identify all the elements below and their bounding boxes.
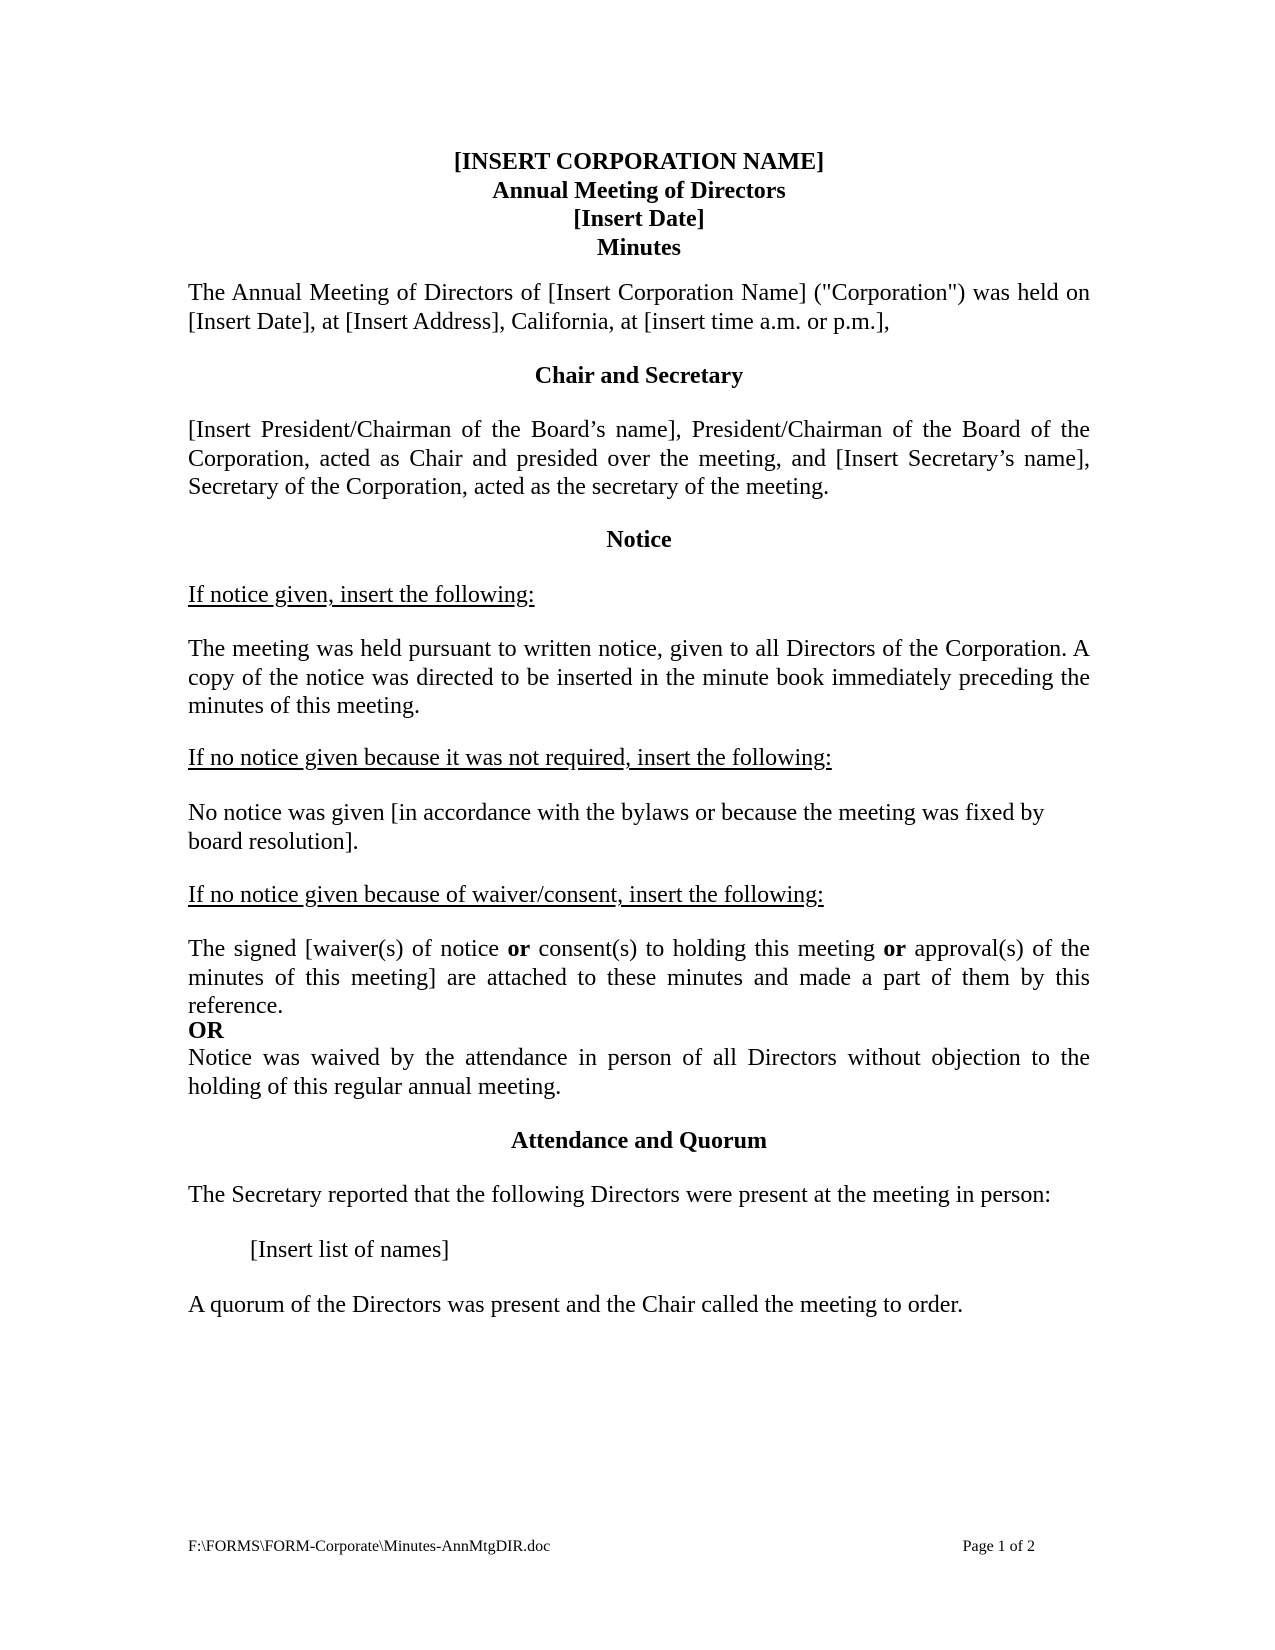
waiver-text-part2: consent(s) to holding this meeting <box>530 936 884 962</box>
footer-page-number: Page 1 of 2 <box>962 1538 1035 1555</box>
quorum-paragraph: A quorum of the Directors was present and the Chair called the meeting to order. <box>188 1292 964 1318</box>
meeting-date: [Insert Date] <box>573 206 705 232</box>
or-emphasis-2: or <box>883 936 907 962</box>
notice-option1-paragraph: The meeting was held pursuant to written notice, given to all Directors of the Corporation. A copy of the notice was directed to be inserted in the minute book immediately preceding the minutes of this meeting. <box>188 636 1090 719</box>
footer-file-path: F:\FORMS\FORM-Corporate\Minutes-AnnMtgDIR.doc <box>188 1538 551 1555</box>
notice-option2-label <box>188 744 1090 773</box>
notice-option1-label-text: If notice given, insert the following: <box>188 582 535 608</box>
corporation-name: [INSERT CORPORATION NAME] <box>453 149 825 175</box>
document-header <box>188 148 1090 262</box>
waiver-text-part1: The signed [waiver(s) of notice <box>188 936 508 962</box>
notice-option3-paragraph <box>188 935 1090 1021</box>
attendance-quorum-heading: Attendance and Quorum <box>510 1128 768 1154</box>
notice-heading: Notice <box>606 527 672 553</box>
names-list-placeholder: [Insert list of names] <box>250 1237 450 1263</box>
chair-secretary-paragraph: [Insert President/Chairman of the Board’s name], President/Chairman of the Board of the Corporation, acted as Chair and presided over the meeting, and [Insert Secretary’s name], Secretary of the Corporation, acted as the secretary of the meeting. <box>188 417 1090 500</box>
waiver-text-part3: approval(s) of the minutes of this meeting] are attached to these minutes and made a part of them by this reference. <box>188 936 1090 1019</box>
notice-option2-paragraph: No notice was given [in accordance with the bylaws or because the meeting was fixed by board resolution]. <box>188 800 1045 855</box>
document-type: Minutes <box>597 234 681 261</box>
meeting-title: Annual Meeting of Directors <box>492 177 786 204</box>
attendance-reported-paragraph: The Secretary reported that the following Directors were present at the meeting in person: <box>188 1182 1052 1208</box>
notice-option2-label-text: If no notice given because it was not required, insert the following: <box>188 745 832 771</box>
chair-secretary-heading: Chair and Secretary <box>534 363 744 389</box>
intro-paragraph: The Annual Meeting of Directors of [Insert Corporation Name] ("Corporation") was held on [Insert Date], at [Insert Address], California, at [insert time a.m. or p.m.], <box>188 280 1090 335</box>
or-emphasis-1: or <box>507 936 531 962</box>
notice-waived-paragraph: Notice was waived by the attendance in person of all Directors without objection to the holding of this regular annual meeting. <box>188 1045 1090 1100</box>
notice-option3-label <box>188 881 1090 910</box>
or-separator: OR <box>188 1018 224 1044</box>
notice-option3-label-text: If no notice given because of waiver/consent, insert the following: <box>188 882 824 908</box>
notice-option1-label <box>188 581 1090 610</box>
